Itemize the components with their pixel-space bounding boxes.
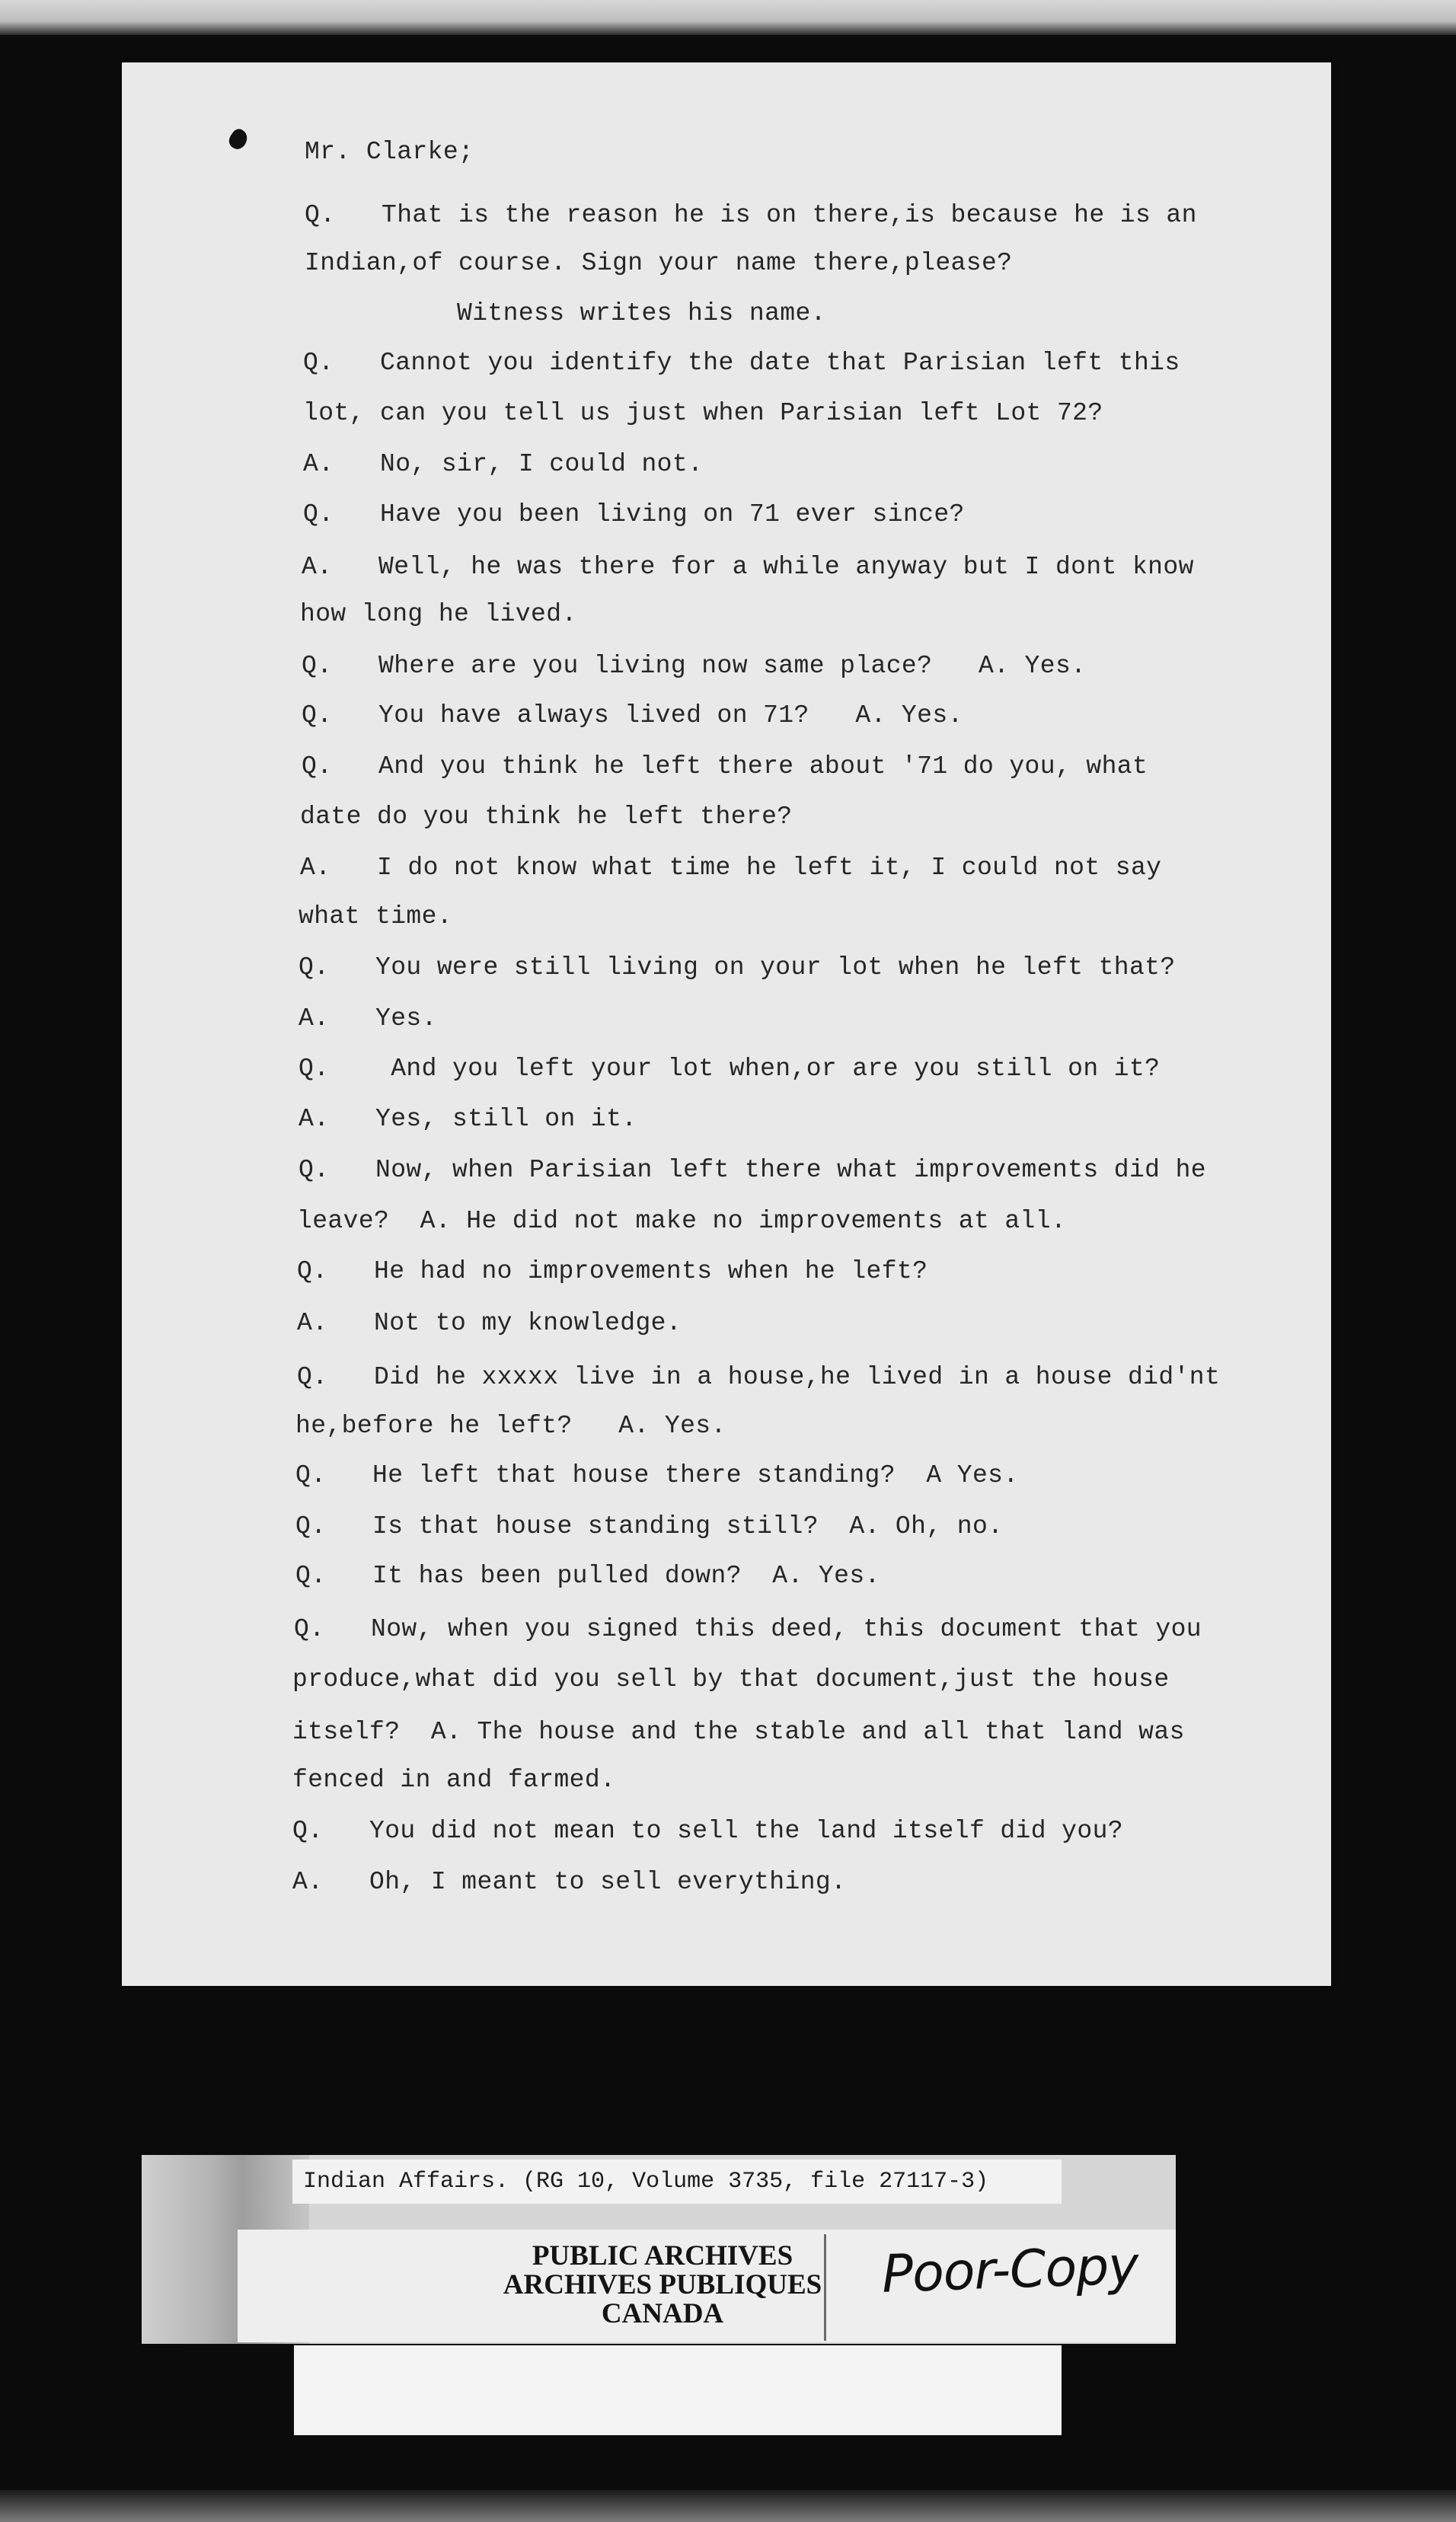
text-line: Q. Cannot you identify the date that Parisian left this	[303, 349, 1180, 377]
text-line: Q. Is that house standing still? A. Oh, no.	[295, 1512, 1004, 1540]
text-line: Q. Where are you living now same place? A. Yes.	[302, 652, 1087, 680]
text-line: Mr. Clarke;	[305, 138, 474, 166]
text-line: he,before he left? A. Yes.	[295, 1412, 726, 1440]
text-line: Q. Now, when you signed this deed, this document that you	[294, 1615, 1202, 1643]
text-line: Q. And you left your lot when,or are you still on it?	[299, 1055, 1161, 1083]
text-line: A. I do not know what time he left it, I could not say	[300, 854, 1162, 882]
text-line: what time.	[299, 902, 453, 931]
text-line: Q. Did he xxxxx live in a house,he lived in a house did'nt	[297, 1363, 1221, 1391]
text-line: Q. Have you been living on 71 ever since?	[303, 500, 965, 528]
text-line: produce,what did you sell by that document,just the house	[292, 1665, 1170, 1694]
poor-copy-stamp: Poor-Copy	[880, 2236, 1139, 2305]
archive-name-line2: ARCHIVES PUBLIQUES	[503, 2269, 822, 2300]
text-line: A. Yes.	[299, 1004, 437, 1033]
text-line: Q. You have always lived on 71? A. Yes.	[302, 701, 963, 729]
film-top-edge	[0, 0, 1456, 35]
text-line: A. Not to my knowledge.	[297, 1309, 682, 1337]
text-line: A. No, sir, I could not.	[303, 450, 704, 478]
text-line: Q. Now, when Parisian left there what improvements did he	[299, 1156, 1206, 1184]
text-line: A. Yes, still on it.	[299, 1105, 637, 1133]
text-line: Q. You did not mean to sell the land itself did you?	[292, 1817, 1123, 1845]
label-divider	[824, 2234, 826, 2341]
text-line: A. Oh, I meant to sell everything.	[292, 1868, 847, 1896]
text-line: itself? A. The house and the stable and all that land was	[292, 1718, 1185, 1746]
film-bottom-edge	[0, 2490, 1456, 2522]
text-line: Q. It has been pulled down? A. Yes.	[295, 1562, 880, 1590]
text-line: Q. That is the reason he is on there,is because he is an	[305, 201, 1197, 229]
text-line: leave? A. He did not make no improvements at all.	[297, 1207, 1067, 1235]
text-line: how long he lived.	[300, 600, 577, 628]
archive-name	[472, 2242, 853, 2329]
text-line: Witness writes his name.	[457, 299, 826, 327]
label-blank-area	[294, 2345, 1062, 2435]
archive-name-line1: PUBLIC ARCHIVES	[532, 2240, 793, 2271]
text-line: lot, can you tell us just when Parisian left Lot 72?	[303, 399, 1103, 427]
text-line: A. Well, he was there for a while anyway but I dont know	[302, 553, 1194, 581]
text-line: Q. You were still living on your lot when he left that?	[299, 953, 1176, 982]
text-line: date do you think he left there?	[300, 803, 793, 831]
text-line: Q. He had no improvements when he left?	[297, 1257, 928, 1285]
text-line: fenced in and farmed.	[292, 1766, 616, 1794]
page-number: 32.	[209, 1913, 255, 1941]
archive-name-line3: CANADA	[601, 2298, 724, 2329]
text-line: Q. And you think he left there about '71 do you, what	[302, 752, 1148, 781]
text-line: Q. He left that house there standing? A Yes.	[295, 1461, 1019, 1489]
text-line: Indian,of course. Sign your name there,please?	[305, 249, 1013, 277]
archive-reference: Indian Affairs. (RG 10, Volume 3735, file 27117-3)	[303, 2169, 989, 2195]
